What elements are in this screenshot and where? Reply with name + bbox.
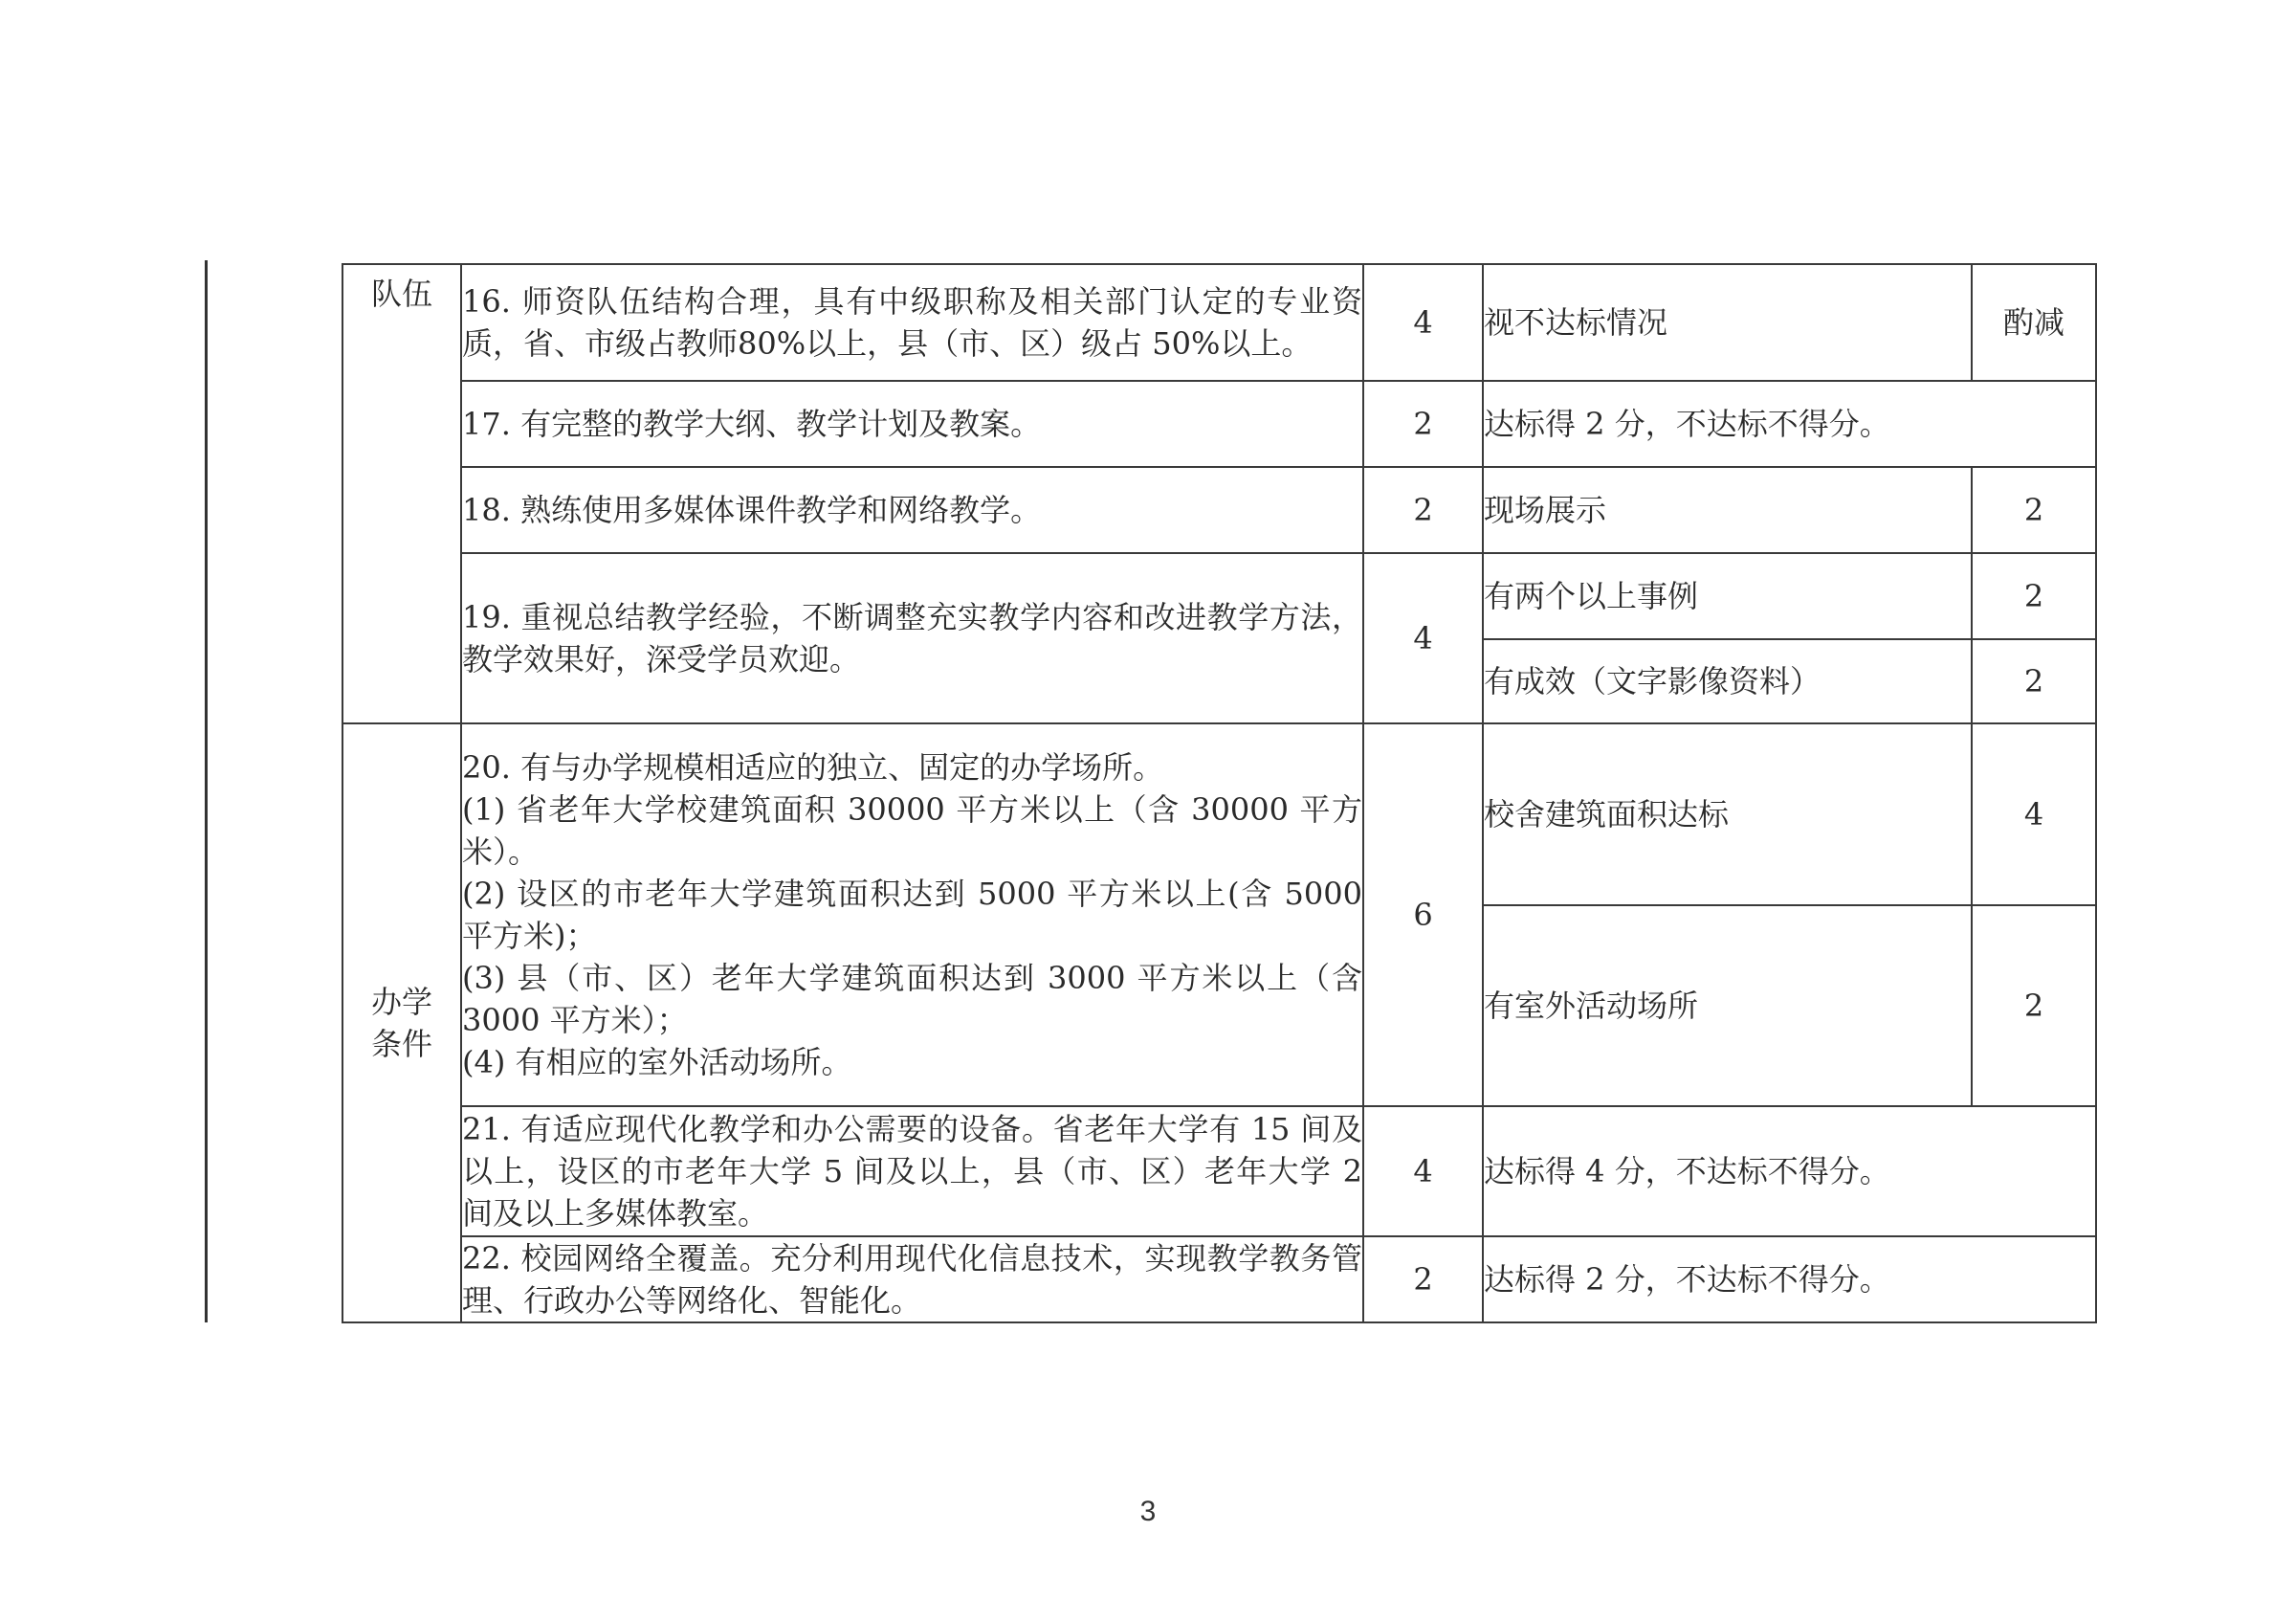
requirement-20-line: 20. 有与办学规模相适应的独立、固定的办学场所。 (462, 749, 1164, 786)
table-row-20a (342, 723, 2096, 905)
category-facilities (342, 723, 461, 1322)
points-19b: 2 (1972, 639, 2096, 723)
requirement-16: 16. 师资队伍结构合理，具有中级职称及相关部门认定的专业资质，省、市级占教师80%以上，县（市、区）级占 50%以上。 (461, 264, 1363, 381)
table-row-16 (342, 264, 2096, 381)
points-16: 酌减 (1972, 264, 2096, 381)
criterion-17: 达标得 2 分，不达标不得分。 (1483, 381, 2096, 467)
requirement-18: 18. 熟练使用多媒体课件教学和网络教学。 (461, 467, 1363, 553)
criterion-19b: 有成效（文字影像资料） (1483, 639, 1972, 723)
score-21: 4 (1363, 1106, 1483, 1236)
table-row-21 (342, 1106, 2096, 1236)
table-row-18 (342, 467, 2096, 553)
points-20b: 2 (1972, 905, 2096, 1106)
category-facilities-label-2: 条件 (370, 1026, 432, 1062)
requirement-20-line: (3) 县（市、区）老年大学建筑面积达到 3000 平方米以上（含 3000 平方米）； (462, 960, 1362, 1038)
requirement-21: 21. 有适应现代化教学和办公需要的设备。省老年大学有 15 间及以上，设区的市老年大学 5 间及以上，县（市、区）老年大学 2 间及以上多媒体教室。 (461, 1106, 1363, 1236)
score-16: 4 (1363, 264, 1483, 381)
points-19a: 2 (1972, 553, 2096, 639)
requirement-17: 17. 有完整的教学大纲、教学计划及教案。 (461, 381, 1363, 467)
requirement-22: 22. 校园网络全覆盖。充分利用现代化信息技术，实现教学教务管理、行政办公等网络化、智能化。 (461, 1236, 1363, 1322)
requirement-19: 19. 重视总结教学经验，不断调整充实教学内容和改进教学方法，教学效果好，深受学员欢迎。 (461, 553, 1363, 723)
points-20a: 4 (1972, 723, 2096, 905)
requirement-20 (461, 723, 1363, 1106)
table-row-17 (342, 381, 2096, 467)
criterion-20a: 校舍建筑面积达标 (1483, 723, 1972, 905)
category-team-label: 队伍 (370, 276, 432, 312)
requirement-20-line: (2) 设区的市老年大学建筑面积达到 5000 平方米以上(含 5000 平方米)； (462, 876, 1362, 954)
binding-margin-line (205, 260, 208, 1322)
criterion-19a: 有两个以上事例 (1483, 553, 1972, 639)
score-19: 4 (1363, 553, 1483, 723)
table-row-22 (342, 1236, 2096, 1322)
criterion-18: 现场展示 (1483, 467, 1972, 553)
evaluation-table (342, 263, 2097, 1323)
category-team (342, 264, 461, 723)
table-row-19a (342, 553, 2096, 639)
score-22: 2 (1363, 1236, 1483, 1322)
requirement-20-line: (4) 有相应的室外活动场所。 (462, 1044, 852, 1080)
points-18: 2 (1972, 467, 2096, 553)
page-number: 3 (1139, 1496, 1157, 1527)
criterion-16: 视不达标情况 (1483, 264, 1972, 381)
category-facilities-label-1: 办学 (370, 984, 432, 1020)
requirement-20-line: (1) 省老年大学校建筑面积 30000 平方米以上（含 30000 平方米）。 (462, 791, 1362, 870)
score-18: 2 (1363, 467, 1483, 553)
score-17: 2 (1363, 381, 1483, 467)
criterion-20b: 有室外活动场所 (1483, 905, 1972, 1106)
score-20: 6 (1363, 723, 1483, 1106)
criterion-22: 达标得 2 分，不达标不得分。 (1483, 1236, 2096, 1322)
criterion-21: 达标得 4 分，不达标不得分。 (1483, 1106, 2096, 1236)
